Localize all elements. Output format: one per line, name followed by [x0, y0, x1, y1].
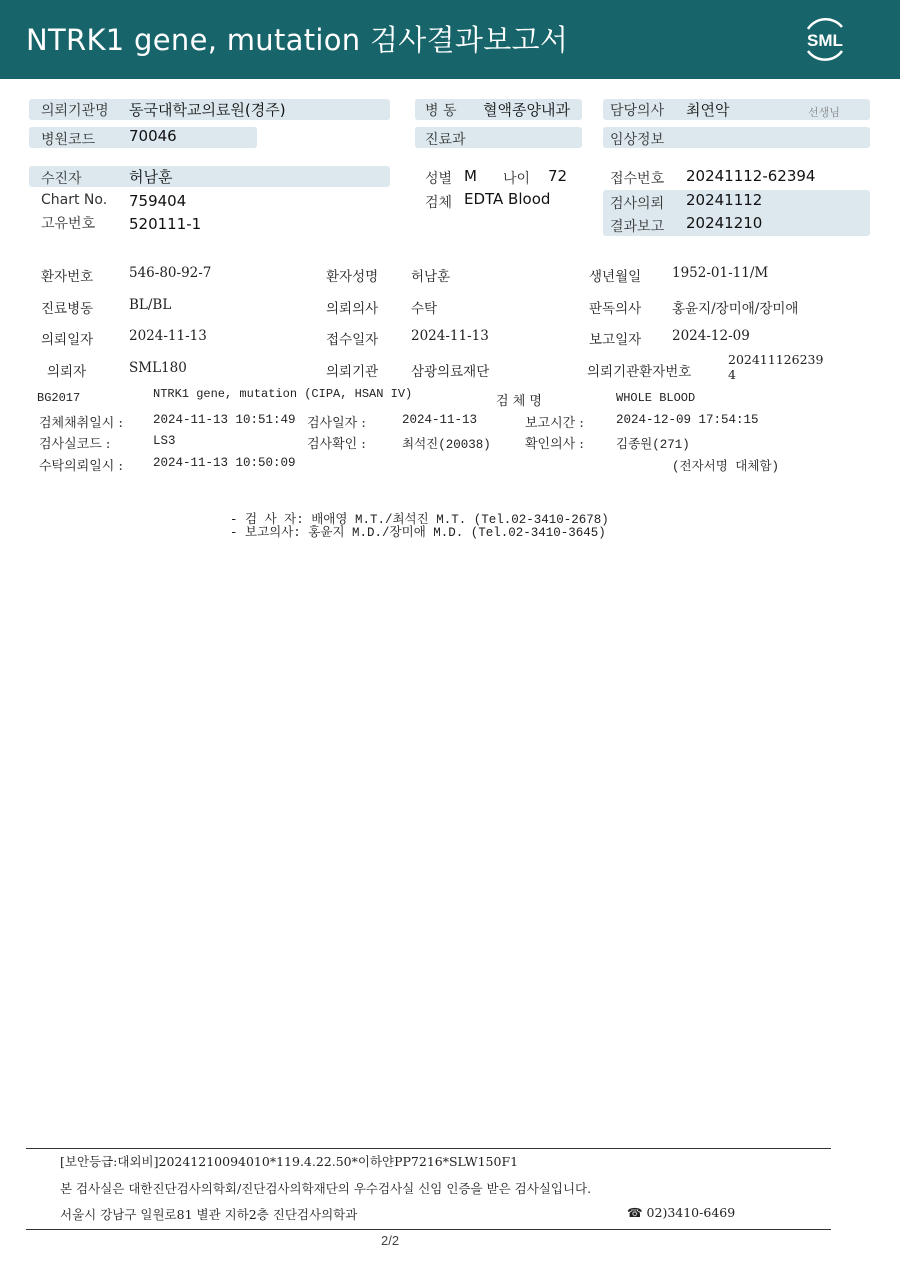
- footer-divider-top: [26, 1148, 831, 1149]
- pb-value: 수탁: [411, 301, 438, 317]
- pb-value: 2024-11-13: [129, 328, 207, 344]
- pb-value: 홍윤지/장미애/장미애: [672, 301, 799, 317]
- test-date-value: 2024-11-13: [402, 413, 478, 427]
- pb-label: 환자성명: [326, 269, 379, 285]
- pb-value: 546-80-92-7: [129, 265, 212, 281]
- sex-label: 성별: [425, 171, 453, 187]
- test-code: BG2017: [37, 391, 81, 405]
- ward-value: 혈액종양내과: [483, 101, 570, 119]
- patient-value: 허남훈: [129, 168, 173, 186]
- specimen-name-label: 검 체 명: [496, 394, 542, 409]
- confirm-label: 검사확인 :: [307, 437, 366, 452]
- pb-label: 판독의사: [589, 301, 642, 317]
- security-line: [보안등급:대외비]20241210094010*119.4.22.50*이하얀PP7216*SLW150F1: [60, 1154, 519, 1169]
- pb-value: 202411126239: [728, 352, 824, 367]
- confirm-doctor-label: 확인의사 :: [525, 437, 584, 452]
- collect-value: 2024-11-13 10:51:49: [153, 413, 296, 427]
- collect-label: 검체채취일시 :: [39, 416, 123, 431]
- ward-label: 병 동: [425, 103, 457, 119]
- page-number: 2/2: [381, 1233, 400, 1248]
- request-time-value: 2024-11-13 10:50:09: [153, 456, 296, 470]
- institution-label: 의뢰기관명: [41, 103, 109, 119]
- sex-value: M: [464, 167, 477, 185]
- confirm-doctor-value: 김종원(271): [616, 438, 690, 452]
- pb-value: SML180: [129, 360, 187, 376]
- doctor-value: 최연악: [686, 101, 730, 119]
- phone-line: ☎ 02)3410-6469: [627, 1205, 736, 1220]
- footer-divider-bottom: [26, 1229, 831, 1230]
- specimen-name-value: WHOLE BLOOD: [616, 391, 696, 405]
- report-time-value: 2024-12-09 17:54:15: [616, 413, 759, 427]
- institution-value: 동국대학교의료원(경주): [129, 101, 286, 119]
- age-label: 나이: [503, 171, 531, 187]
- id-value: 520111-1: [129, 215, 202, 233]
- pb-value-cont: 4: [728, 367, 736, 382]
- hospital-code-label: 병원코드: [41, 132, 96, 148]
- pb-label: 보고일자: [589, 332, 642, 348]
- receipt-value: 20241112-62394: [686, 167, 816, 185]
- pb-label: 생년월일: [589, 269, 642, 285]
- report-time-label: 보고시간 :: [525, 416, 584, 431]
- pb-label: 의뢰기관환자번호: [587, 364, 692, 380]
- tester-line: - 검 사 자: 배애영 M.T./최석진 M.T. (Tel.02-3410-2678): [230, 513, 609, 527]
- pb-label: 환자번호: [41, 269, 94, 285]
- test-date-label: 검사일자 :: [307, 416, 366, 431]
- pb-label: 접수일자: [326, 332, 379, 348]
- test-name: NTRK1 gene, mutation (CIPA, HSAN IV): [153, 387, 413, 401]
- doctor-label: 담당의사: [610, 103, 665, 119]
- lab-code-value: LS3: [153, 434, 176, 448]
- specimen-value: EDTA Blood: [464, 190, 551, 208]
- address-line: 서울시 강남구 일원로81 별관 지하2층 진단검사의학과: [60, 1207, 358, 1222]
- report-header: [0, 0, 900, 79]
- doctor-suffix: 선생님: [808, 106, 840, 119]
- pb-label: 진료병동: [41, 301, 94, 317]
- svg-text:SML: SML: [807, 31, 843, 50]
- specimen-label: 검체: [425, 195, 453, 211]
- age-value: 72: [548, 167, 568, 185]
- pb-value: 허남훈: [411, 269, 451, 285]
- esign-note: (전자서명 대체함): [672, 460, 780, 474]
- report-title: NTRK1 gene, mutation 검사결과보고서: [26, 23, 569, 57]
- patient-bar: [29, 166, 390, 187]
- id-label: 고유번호: [41, 216, 96, 232]
- report-value: 20241210: [686, 214, 763, 232]
- reporter-line: - 보고의사: 홍윤지 M.D./장미애 M.D. (Tel.02-3410-3645): [230, 526, 606, 540]
- pb-label: 의뢰기관: [326, 364, 379, 380]
- request-value: 20241112: [686, 191, 763, 209]
- pb-label: 의뢰일자: [41, 332, 94, 348]
- request-time-label: 수탁의뢰일시 :: [39, 459, 123, 474]
- pb-label: 의뢰의사: [326, 301, 379, 317]
- patient-label: 수진자: [41, 171, 82, 187]
- sml-logo: [798, 13, 852, 65]
- receipt-label: 접수번호: [610, 171, 665, 187]
- cert-line: 본 검사실은 대한진단검사의학회/진단검사의학재단의 우수검사실 신임 인증을 받은 검사실입니다.: [60, 1181, 592, 1196]
- clinical-label: 임상정보: [610, 132, 665, 148]
- confirm-value: 최석진(20038): [402, 438, 491, 452]
- hospital-code-value: 70046: [129, 127, 177, 145]
- pb-value: 삼광의료재단: [411, 364, 490, 380]
- report-label: 결과보고: [610, 219, 665, 235]
- chart-value: 759404: [129, 192, 187, 210]
- pb-label: 의뢰자: [47, 364, 87, 380]
- request-label: 검사의뢰: [610, 196, 665, 212]
- pb-value: 1952-01-11/M: [672, 265, 769, 281]
- chart-label: Chart No.: [41, 192, 108, 208]
- dept-label: 진료과: [425, 132, 466, 148]
- lab-code-label: 검사실코드 :: [39, 437, 111, 452]
- pb-value: 2024-12-09: [672, 328, 750, 344]
- pb-value: BL/BL: [129, 297, 172, 313]
- pb-value: 2024-11-13: [411, 328, 489, 344]
